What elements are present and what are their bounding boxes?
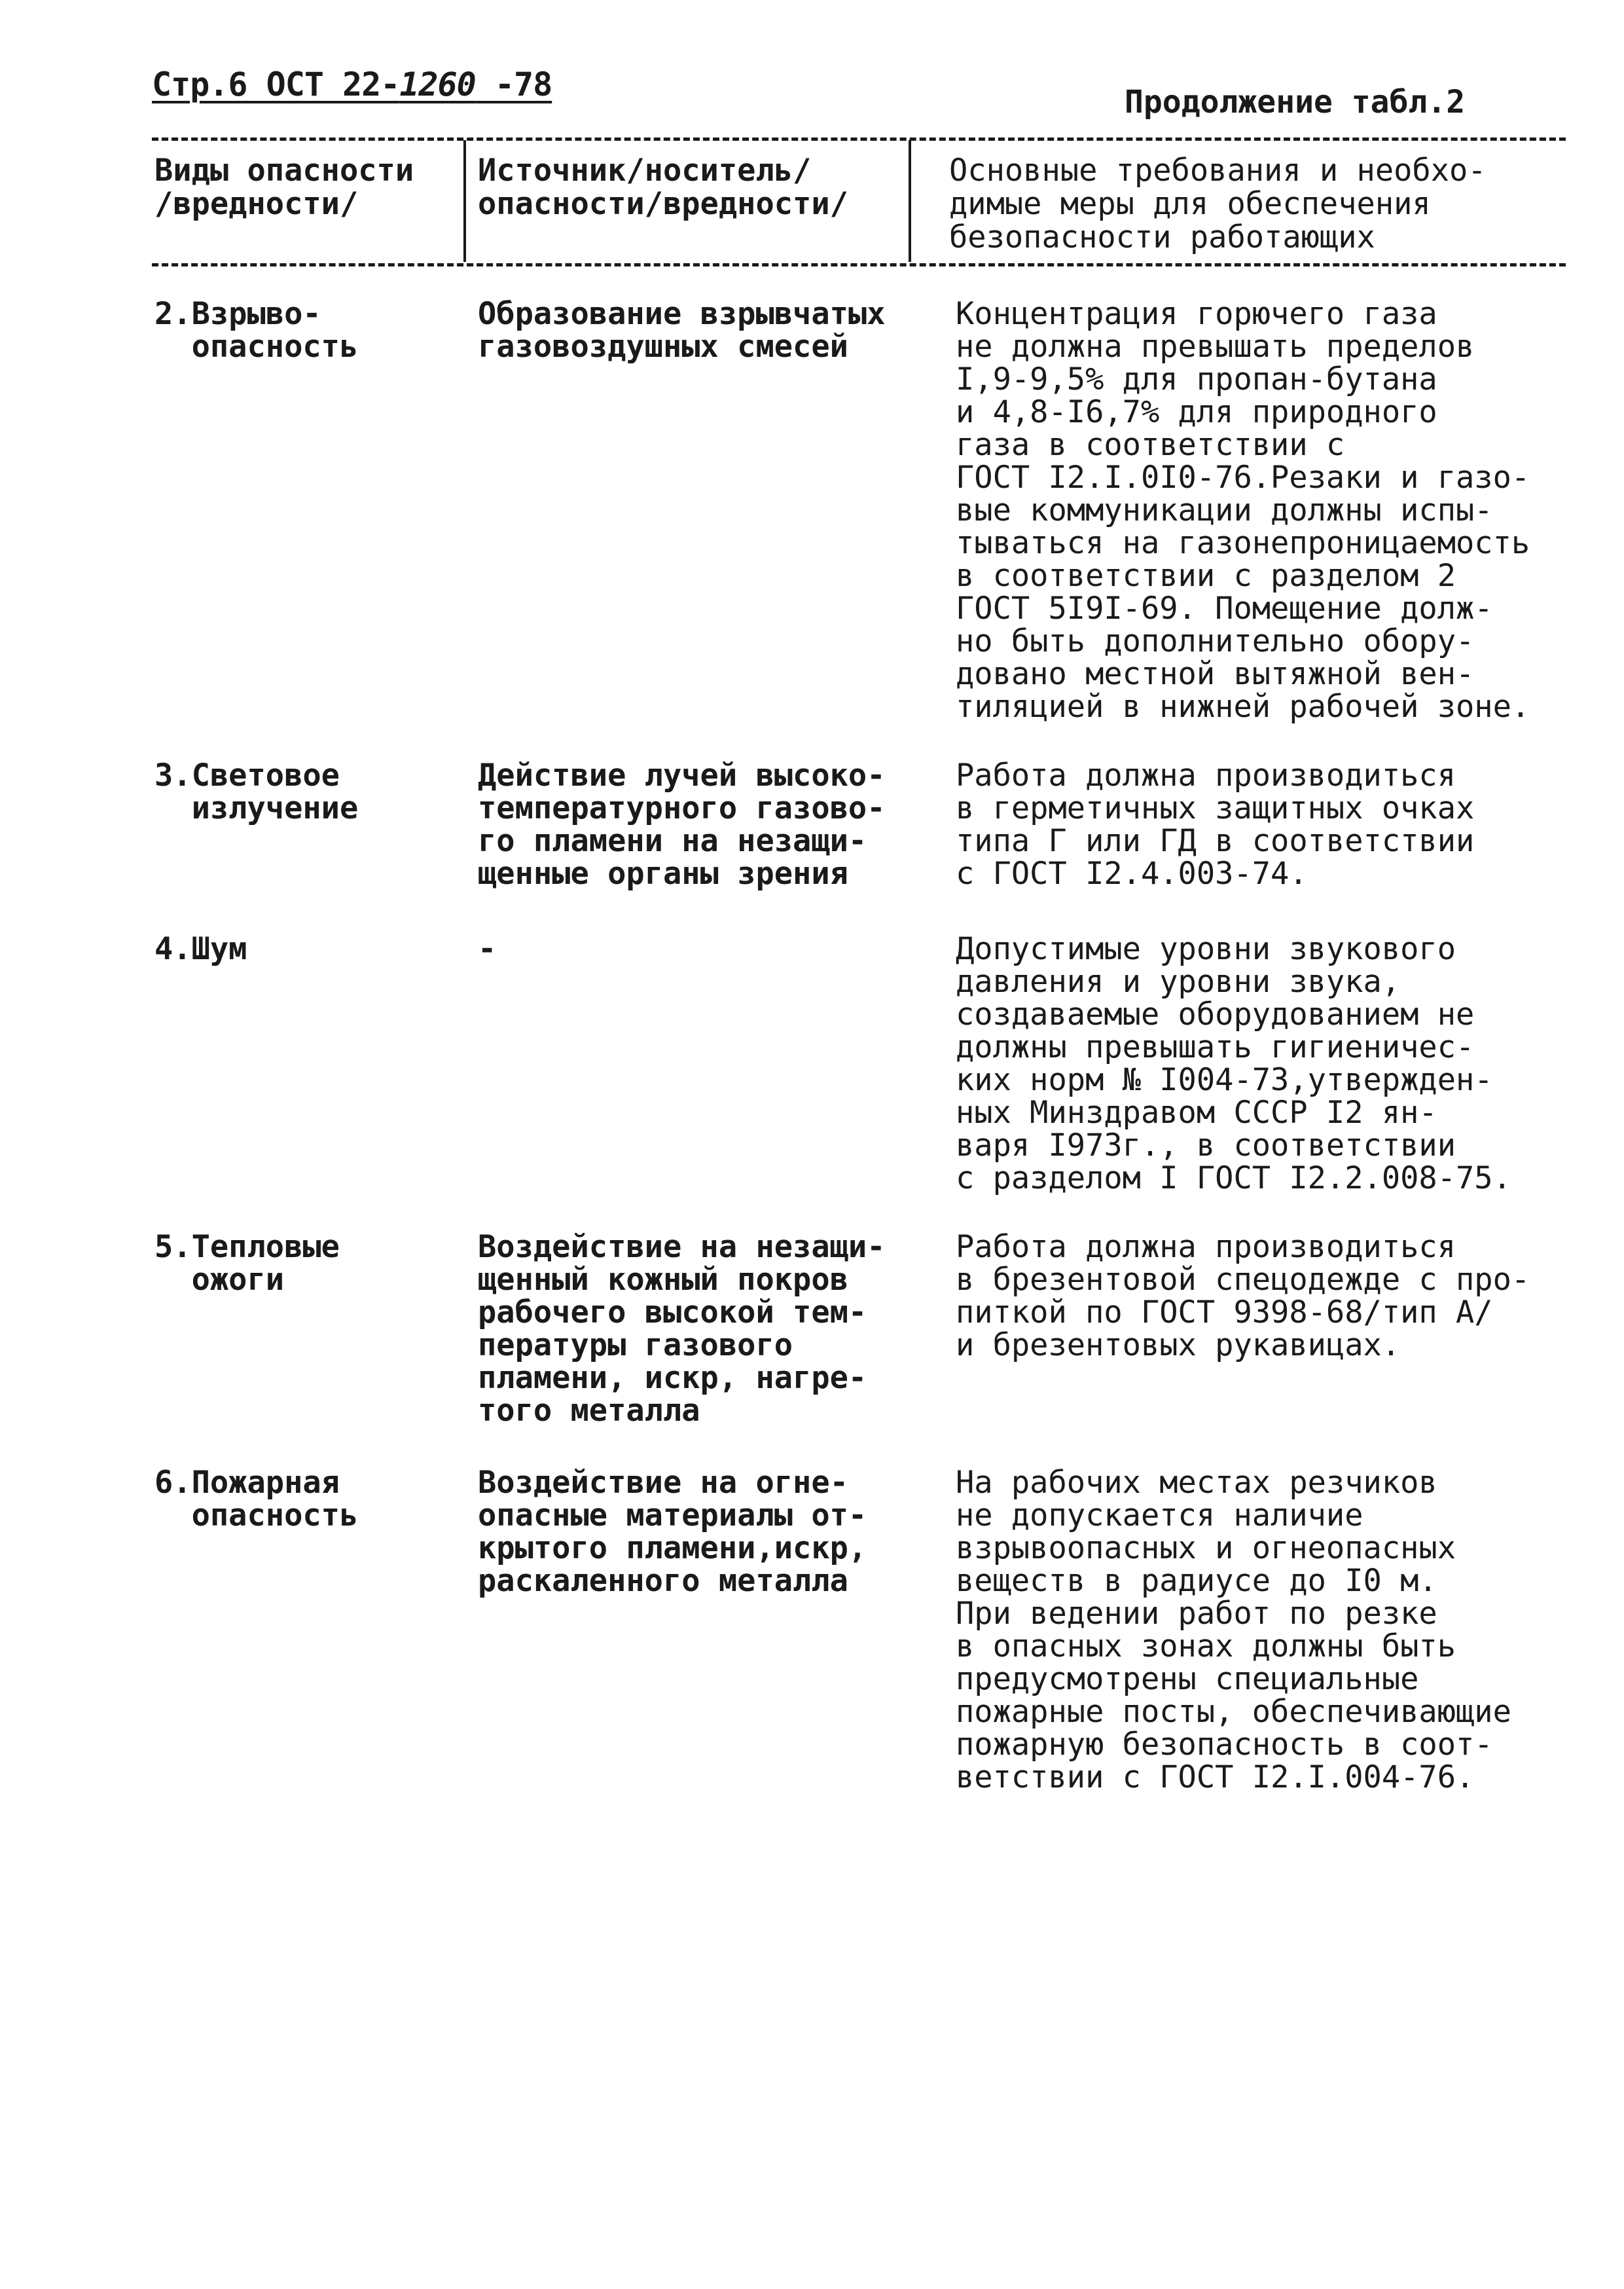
cell-line: в брезентовой спецодежде с про- xyxy=(956,1262,1530,1298)
hazard-cell xyxy=(154,760,358,825)
cell-line: При ведении работ по резке xyxy=(956,1596,1437,1632)
page-number-header xyxy=(152,65,552,103)
cell-line: опасность xyxy=(154,1497,359,1533)
column-header-hazard xyxy=(154,154,414,221)
cell-line: пературы газового xyxy=(478,1327,793,1363)
cell-line: Концентрация горючего газа xyxy=(956,296,1437,332)
cell-line: и брезентовых рукавицах. xyxy=(956,1327,1401,1363)
source-cell xyxy=(478,760,886,890)
cell-line: пламени, искр, нагре- xyxy=(478,1360,867,1396)
cell-line: го пламени на незащи- xyxy=(478,823,867,859)
column-header-source xyxy=(478,154,848,221)
column-divider-2 xyxy=(909,140,911,262)
measures-cell xyxy=(956,933,1511,1195)
header-line: димые меры для обеспечения xyxy=(949,186,1431,222)
cell-line: опасность xyxy=(154,329,359,365)
measures-cell xyxy=(956,1231,1530,1362)
header-line: Виды опасности xyxy=(154,153,414,189)
cell-line: Образование взрывчатых xyxy=(478,296,886,332)
cell-line: рабочего высокой тем- xyxy=(478,1294,867,1330)
cell-line: в соответствии с разделом 2 xyxy=(956,558,1456,594)
cell-line: не должна превышать пределов xyxy=(956,329,1475,365)
cell-line: излучение xyxy=(154,790,359,826)
cell-line: с ГОСТ I2.4.003-74. xyxy=(956,856,1308,892)
cell-line: ГОСТ I2.I.0I0-76.Резаки и газо- xyxy=(956,460,1530,496)
cell-line: тиляцией в нижней рабочей зоне. xyxy=(956,689,1530,725)
cell-line: щенный кожный покров xyxy=(478,1262,848,1298)
cell-line: предусмотрены специальные xyxy=(956,1661,1419,1697)
cell-line: Действие лучей высоко- xyxy=(478,758,886,794)
cell-line: с разделом I ГОСТ I2.2.008-75. xyxy=(956,1160,1511,1196)
cell-line: тываться на газонепроницаемость xyxy=(956,525,1530,561)
measures-cell xyxy=(956,760,1474,890)
cell-line: должны превышать гигиеничес- xyxy=(956,1029,1475,1065)
hazard-cell xyxy=(154,933,247,966)
cell-line: вые коммуникации должны испы- xyxy=(956,492,1493,528)
cell-line: не допускается наличие xyxy=(956,1497,1363,1533)
cell-line: в опасных зонах должны быть xyxy=(956,1628,1456,1664)
cell-line: опасные материалы от- xyxy=(478,1497,867,1533)
cell-line: газа в соответствии с xyxy=(956,427,1345,463)
cell-line: На рабочих местах резчиков xyxy=(956,1465,1437,1501)
table-header-rule xyxy=(152,263,1566,266)
source-cell xyxy=(478,933,496,966)
measures-cell xyxy=(956,1467,1511,1794)
table-top-rule xyxy=(152,137,1566,141)
header-prefix: Стр.6 ОСТ 22- xyxy=(152,65,400,103)
cell-line: температурного газово- xyxy=(478,790,886,826)
hazard-cell xyxy=(154,298,358,363)
cell-line: щенные органы зрения xyxy=(478,856,848,892)
hazard-cell xyxy=(154,1467,358,1532)
cell-line: Допустимые уровни звукового xyxy=(956,931,1456,967)
column-divider-1 xyxy=(463,140,466,262)
cell-line: пожарную безопасность в соот- xyxy=(956,1727,1493,1763)
header-line: безопасности работающих xyxy=(949,219,1375,255)
table-continuation-label: Продолжение табл.2 xyxy=(1125,84,1466,120)
source-cell xyxy=(478,1467,867,1598)
cell-line: Работа должна производиться xyxy=(956,758,1456,794)
cell-line: крытого пламени,искр, xyxy=(478,1530,867,1566)
cell-line: Воздействие на огне- xyxy=(478,1465,848,1501)
cell-line: 2.Взрыво- xyxy=(154,296,321,332)
cell-line: довано местной вытяжной вен- xyxy=(956,656,1475,692)
column-header-measures xyxy=(949,154,1487,254)
cell-line: давления и уровни звука, xyxy=(956,964,1401,1000)
cell-line: 5.Тепловые xyxy=(154,1229,340,1265)
hazard-cell xyxy=(154,1231,340,1296)
cell-line: I,9-9,5% для пропан-бутана xyxy=(956,361,1437,397)
cell-line: 6.Пожарная xyxy=(154,1465,340,1501)
cell-line: ожоги xyxy=(154,1262,285,1298)
header-line: опасности/вредности/ xyxy=(478,186,848,222)
header-line: Источник/носитель/ xyxy=(478,153,812,189)
cell-line: ных Минздравом СССР I2 ян- xyxy=(956,1095,1437,1131)
source-cell xyxy=(478,1231,886,1427)
cell-line: в герметичных защитных очках xyxy=(956,790,1475,826)
header-line: Основные требования и необхо- xyxy=(949,153,1487,189)
cell-line: ветствии с ГОСТ I2.I.004-76. xyxy=(956,1759,1475,1795)
cell-line: 3.Световое xyxy=(154,758,340,794)
cell-line: газовоздушных смесей xyxy=(478,329,848,365)
cell-line: ГОСТ 5I9I-69. Помещение долж- xyxy=(956,591,1493,627)
source-cell xyxy=(478,298,886,363)
cell-line: Работа должна производиться xyxy=(956,1229,1456,1265)
cell-line: создаваемые оборудованием не xyxy=(956,997,1475,1033)
cell-line: веществ в радиусе до I0 м. xyxy=(956,1563,1437,1599)
cell-line: пожарные посты, обеспечивающие xyxy=(956,1694,1511,1730)
cell-line: раскаленного металла xyxy=(478,1563,848,1599)
cell-line: - xyxy=(478,931,497,967)
cell-line: ких норм № I004-73,утвержден- xyxy=(956,1062,1493,1098)
cell-line: взрывоопасных и огнеопасных xyxy=(956,1530,1456,1566)
cell-line: и 4,8-I6,7% для природного xyxy=(956,394,1437,430)
cell-line: Воздействие на незащи- xyxy=(478,1229,886,1265)
cell-line: того металла xyxy=(478,1393,700,1429)
cell-line: питкой по ГОСТ 9398-68/тип А/ xyxy=(956,1294,1493,1330)
cell-line: но быть дополнительно обору- xyxy=(956,623,1475,659)
cell-line: типа Г или ГД в соответствии xyxy=(956,823,1475,859)
cell-line: варя I973г., в соответствии xyxy=(956,1127,1456,1163)
header-suffix: -78 xyxy=(475,65,552,103)
standard-number: 1260 xyxy=(399,65,476,103)
measures-cell xyxy=(956,298,1530,723)
cell-line: 4.Шум xyxy=(154,931,247,967)
header-line: /вредности/ xyxy=(154,186,359,222)
